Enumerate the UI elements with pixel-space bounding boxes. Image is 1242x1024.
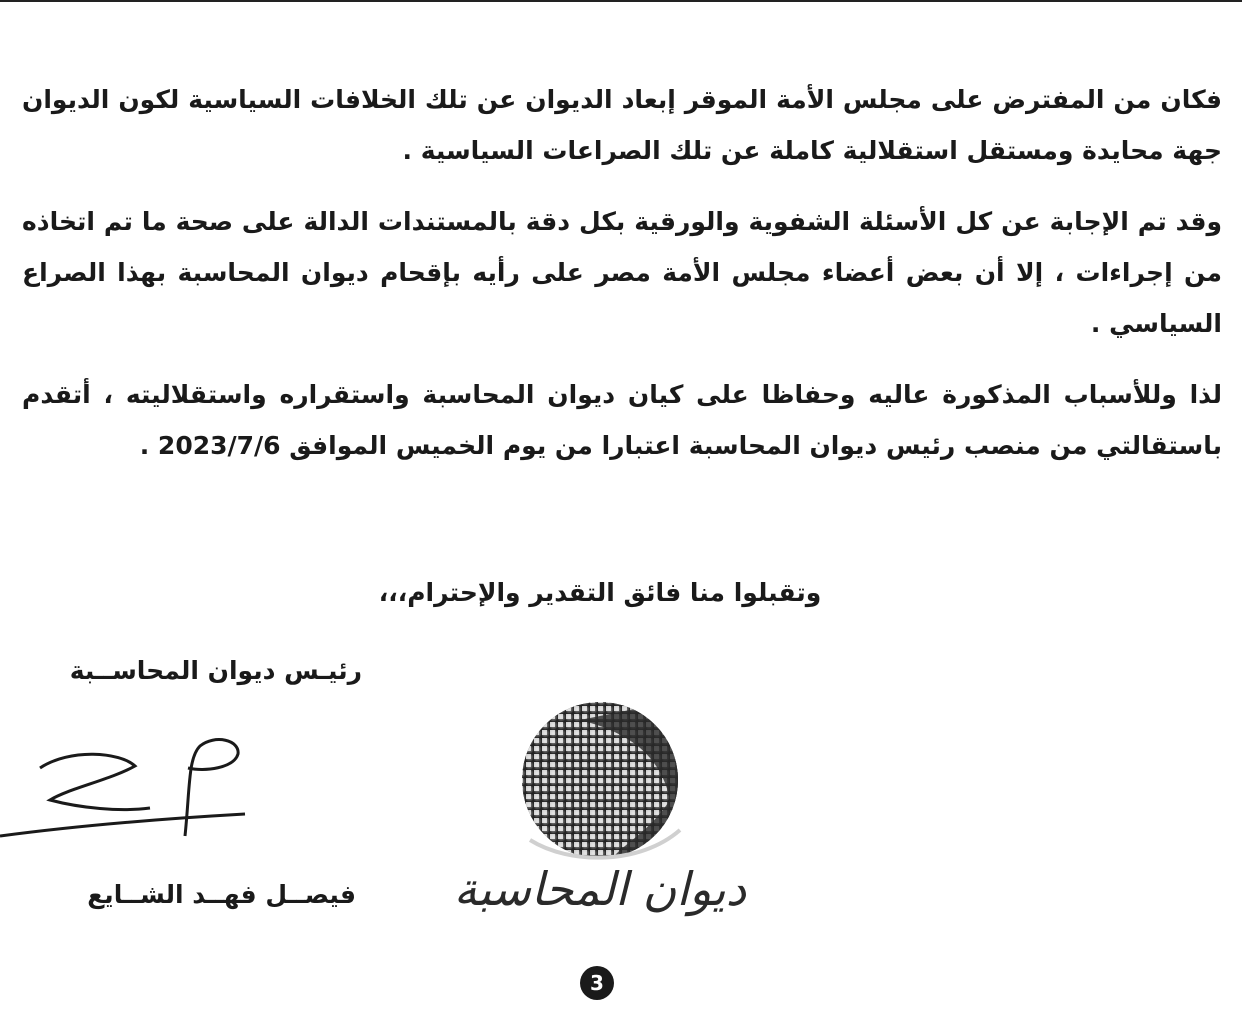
globe-icon (430, 690, 770, 1010)
seal-text: ديوان المحاسبة (453, 862, 747, 916)
paragraph-3: لذا وللأسباب المذكورة عاليه وحفاظا على كيان ديوان المحاسبة واستقراره واستقلاليته ، أتقدم باستقالتي من منصب رئيس ديوان المحاسبة اعتبارا من يوم الخميس الموافق 2023/7/6 . (22, 380, 1222, 460)
paragraph-1: فكان من المفترض على مجلس الأمة الموقر إبعاد الديوان عن تلك الخلافات السياسية لكون الديوان جهة محايدة ومستقل استقلالية كاملة عن تلك الصراعات السياسية . (22, 85, 1222, 165)
page-number: 3 (580, 966, 614, 1000)
signer-name: فيصــل فهــد الشــايع (87, 880, 356, 909)
signature (0, 728, 260, 848)
signer-title: رئيـس ديوان المحاســبة (69, 656, 362, 685)
paragraph-2: وقد تم الإجابة عن كل الأسئلة الشفوية والورقية بكل دقة بالمستندات الدالة على صحة ما تم اتخاذه من إجراءات ، إلا أن بعض أعضاء مجلس الأمة مصر على رأيه بإقحام ديوان المحاسبة بهذا الصراع السياسي . (22, 207, 1222, 338)
top-rule (0, 0, 1242, 2)
closing-salutation: وتقبلوا منا فائق التقدير والإحترام،،، (378, 578, 822, 607)
letter-body (22, 74, 1222, 491)
